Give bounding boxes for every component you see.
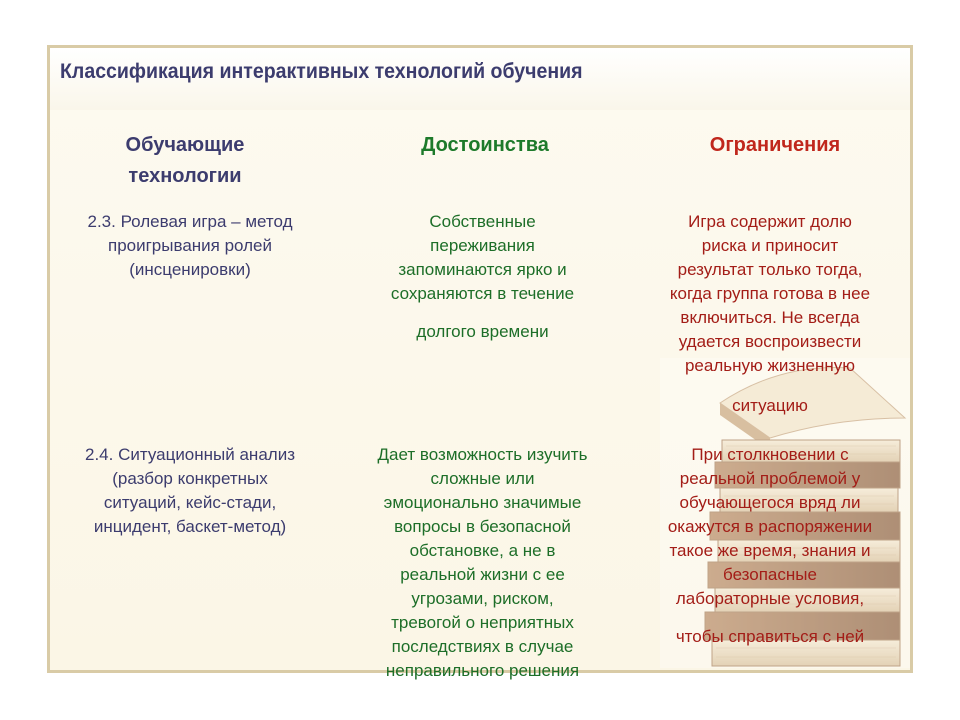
slide-frame xyxy=(47,45,913,680)
slide-title: Классификация интерактивных технологий обучения xyxy=(60,60,583,83)
row1-advantages: Собственные переживания запоминаются ярко и сохраняются в течение долгого времени xyxy=(390,212,575,341)
row1-technology: 2.3. Ролевая игра – метод проигрывания ролей (инсценировки) xyxy=(87,212,293,279)
title-band xyxy=(50,48,910,110)
header-limitations: Ограничения xyxy=(709,134,841,156)
row2-limitations: При столкновении с реальной проблемой у обучающегося вряд ли окажутся в распоряжении такое же время, знания и безопасные лабораторные условия, чтобы справиться с ней xyxy=(667,445,873,646)
row2-technology: 2.4. Ситуационный анализ (разбор конкретных ситуаций, кейс-стади, инцидент, баскет-метод) xyxy=(84,445,295,536)
header-advantages: Достоинства xyxy=(421,134,549,156)
row2-advantages: Дает возможность изучить сложные или эмоционально значимые вопросы в безопасной обстановке, а не в реальной жизни с ее угрозами, риском, тревогой о неприятных последствиях в случае неправильного решения xyxy=(377,445,588,680)
header-technologies: Обучающие технологии xyxy=(125,134,245,187)
row1-limitations: Игра содержит долю риска и приносит результат только тогда, когда группа готова в нее включиться. Не всегда удается воспроизвести реальную жизненную ситуацию xyxy=(669,212,871,415)
